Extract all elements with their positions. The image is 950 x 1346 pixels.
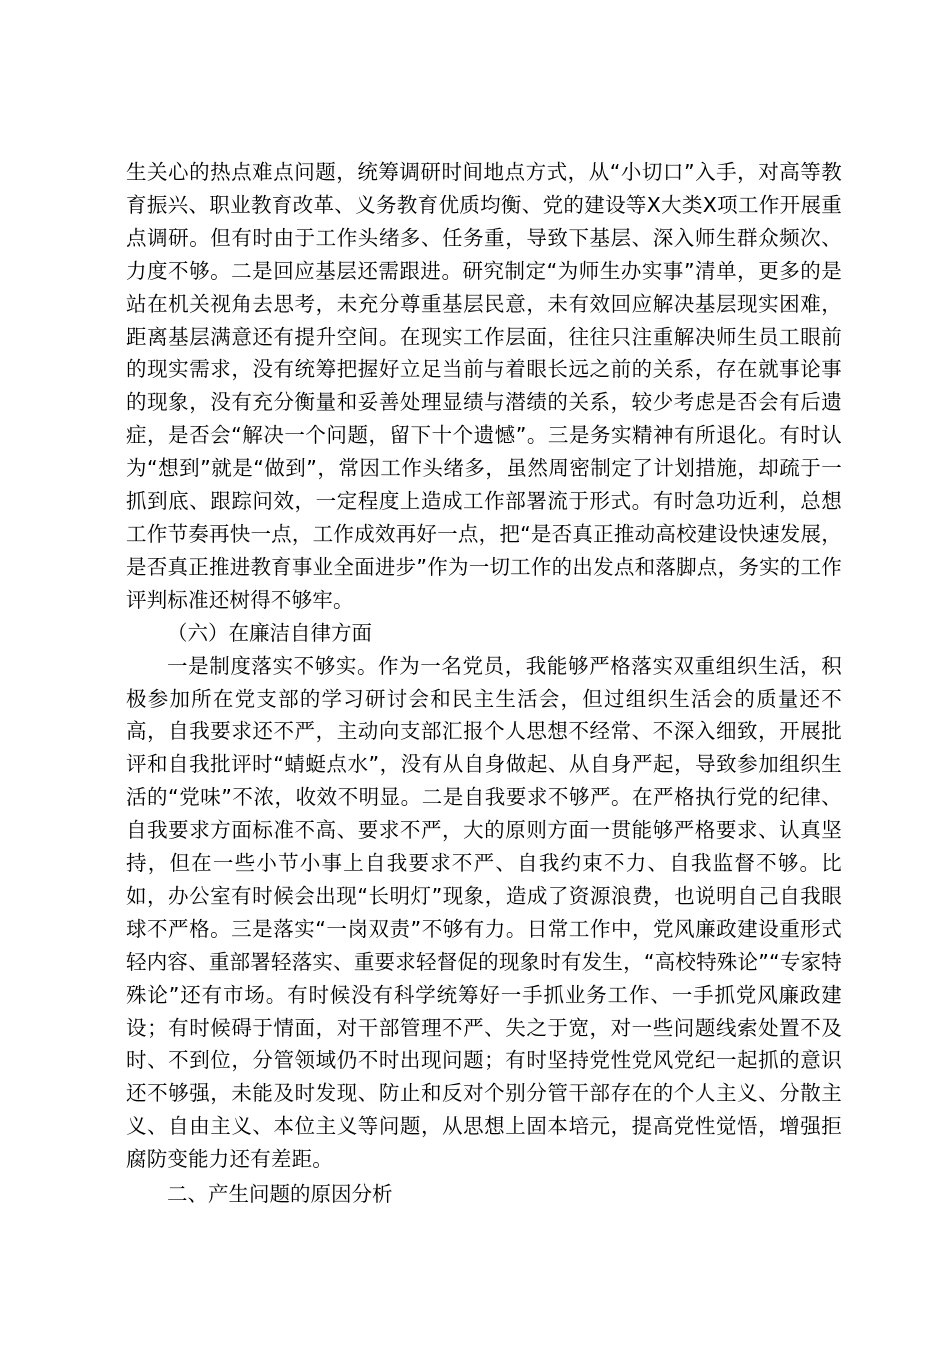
paragraph-integrity: 一是制度落实不够实。作为一名党员，我能够严格落实双重组织生活，积极参加所在党支部的学习研讨会和民主生活会，但过组织生活会的质量还不高，自我要求还不严，主动向支部汇报个人思想不经常、不深入细致，开展批评和自我批评时“蜻蜓点水”，没有从自身做起、从自身严起，导致参加组织生活的“党味”不浓，收效不明显。二是自我要求不够严。在严格执行党的纪律、自我要求方面标准不高、要求不严，大的原则方面一贯能够严格要求、认真坚持，但在一些小节小事上自我要求不严、自我约束不力、自我监督不够。比如，办公室有时候会出现“长明灯”现象，造成了资源浪费，也说明自己自我眼球不严格。三是落实“一岗双责”不够有力。日常工作中，党风廉政建设重形式轻内容、重部署轻落实、重要求轻督促的现象时有发生，“高校特殊论”“专家特殊论”还有市场。有时候没有科学统筹好一手抓业务工作、一手抓党风廉政建设；有时候碍于情面，对干部管理不严、失之于宽，对一些问题线索处置不及时、不到位，分管领域仍不时出现问题；有时坚持党性党风党纪一起抓的意识还不够强，未能及时发现、防止和反对个别分管干部存在的个人主义、分散主义、自由主义、本位主义等问题，从思想上固本培元，提高党性觉悟，增强拒腐防变能力还有差距。 [126,653,842,1172]
section-heading-cause-analysis: 二、产生问题的原因分析 [167,1182,393,1207]
paragraph-continued: 生关心的热点难点问题，统筹调研时间地点方式，从“小切口”入手，对高等教育振兴、职业教育改革、义务教育优质均衡、党的建设等X大类X项工作开展重点调研。但有时由于工作头绪多、任务重，导致下基层、深入师生群众频次、力度不够。二是回应基层还需跟进。研究制定“为师生办实事”清单，更多的是站在机关视角去思考，未充分尊重基层民意，未有效回应解决基层现实困难，距离基层满意还有提升空间。在现实工作层面，往往只注重解决师生员工眼前的现实需求，没有统筹把握好立足当前与着眼长远之前的关系，存在就事论事的现象，没有充分衡量和妥善处理显绩与潜绩的关系，较少考虑是否会有后遗症，是否会“解决一个问题，留下十个遗憾”。三是务实精神有所退化。有时认为“想到”就是“做到”，常因工作头绪多，虽然周密制定了计划措施，却疏于一抓到底、跟踪问效，一定程度上造成工作部署流于形式。有时急功近利，总想工作节奏再快一点，工作成效再好一点，把“是否真正推动高校建设快速发展，是否真正推进教育事业全面进步”作为一切工作的出发点和落脚点，务实的工作评判标准还树得不够牢。 [126,160,842,612]
document-page [126,156,842,1211]
subheading-integrity: （六）在廉洁自律方面 [167,620,372,645]
